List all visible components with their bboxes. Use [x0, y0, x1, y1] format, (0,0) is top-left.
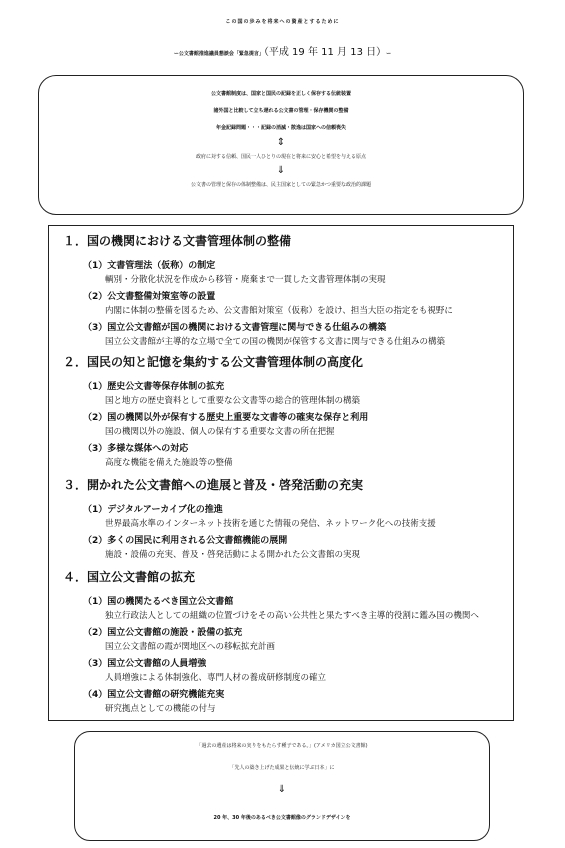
summary-line-5: 公文書の管理と保存の体制整備は、民主国家としての緊急かつ重要な政治的課題	[190, 182, 371, 188]
closing-box	[74, 731, 490, 841]
item-heading: （1）国の機関たるべき国立公文書館	[83, 597, 234, 607]
section-heading: ４．国立公文書館の拡充	[63, 570, 196, 584]
summary-line-4: 政府に対する信頼、国民一人ひとりの現在と将来に安心と希望を与える原点	[195, 154, 366, 160]
proposals-box	[48, 225, 514, 721]
item-heading: （3）多様な媒体への対応	[83, 444, 189, 454]
item-heading: （2）国立公文書館の施設・設備の拡充	[83, 628, 243, 638]
page-subtitle	[0, 42, 565, 65]
summary-line-2: 諸外国と比較して立ち遅れる公文書の管理・保存機関の整備	[213, 108, 349, 114]
item-heading: （2）公文書整備対策室等の設置	[83, 292, 216, 302]
subtitle-main: ー公文書館推進議員懇談会「緊急提言」	[173, 51, 264, 57]
item-description: 施設・設備の充実、普及・啓発活動による開かれた公文書館の実現	[105, 550, 361, 560]
summary-box	[38, 75, 524, 215]
item-heading: （1）文書管理法（仮称）の制定	[83, 261, 216, 271]
item-description: 独立行政法人としての組織の位置づけをその高い公共性と果たすべき主導的役割に鑑み国の機関へ	[105, 611, 479, 621]
item-description: 世界最高水準のインターネット技術を通じた情報の発信、ネットワーク化への技術支援	[105, 519, 436, 529]
page-title: この国の歩みを将来への資産とするために	[225, 19, 340, 25]
item-description: 高度な機能を備えた施設等の整備	[105, 458, 233, 468]
item-description: 輌別・分散化状況を作成から移管・廃棄まで一貫した文書管理体制の実現	[105, 275, 386, 285]
section-heading: ３．開かれた公文書館への進展と普及・啓発活動の充実	[63, 478, 364, 492]
closing-final: 20 年、30 年後のあるべき公文書館像のグランドデザインを	[213, 815, 351, 821]
item-description: 国立公文書館の霞が関地区への移転拡充計画	[105, 642, 276, 652]
item-description: 国立公文書館が主導的な立場で全ての国の機関が保管する文書に関与できる仕組みの構築	[105, 337, 446, 347]
subtitle-end: ー	[386, 51, 392, 57]
item-heading: （1）歴史公文書等保存体制の拡充	[83, 382, 225, 392]
summary-arrow-2: ⇓	[276, 165, 286, 176]
item-heading: （3）国立公文書館の人員増強	[83, 659, 207, 669]
closing-quote-1: 「過去の遺産は将来の実りをもたらす種子である。」(アメリカ国立公文書館)	[196, 743, 368, 749]
summary-arrow-1: ⇕	[276, 137, 286, 148]
item-heading: （2）国の機関以外が保有する歴史上重要な文書等の確実な保存と利用	[83, 413, 369, 423]
section-heading: １．国の機関における文書管理体制の整備	[63, 234, 292, 248]
closing-quote-2: 「先人の築き上げた成果と伝統に学ぶ日本」に	[229, 765, 335, 771]
summary-line-1: 公文書館制度は、国家と国民の記録を正しく保存する伝統装置	[210, 91, 351, 97]
item-heading: （4）国立公文書館の研究機能充実	[83, 690, 225, 700]
item-heading: （3）国立公文書館が国の機関における文書管理に関与できる仕組みの構築	[83, 323, 387, 333]
item-description: 内閣に体制の整備を図るため、公文書館対策室（仮称）を設け、担当大臣の指定をも視野に	[105, 306, 453, 316]
item-description: 国と地方の歴史資料として重要な公文書等の総合的管理体制の構築	[105, 396, 361, 406]
subtitle-date: （平成 19 年 11 月 13 日）	[263, 47, 387, 58]
item-description: 研究拠点としての機能の付与	[105, 704, 216, 714]
item-description: 国の機関以外の施設、個人の保有する重要な文書の所在把握	[105, 427, 335, 437]
item-heading: （1）デジタルアーカイブ化の推進	[83, 505, 223, 515]
item-heading: （2）多くの国民に利用される公文書館機能の展開	[83, 536, 288, 546]
item-description: 人員増強による体制強化、専門人材の養成研修制度の確立	[105, 673, 327, 683]
section-heading: ２．国民の知と記憶を集約する公文書管理体制の高度化	[63, 355, 364, 369]
summary-line-3: 年金記録問題・・・記録の消滅・散逸は国家への信頼喪失	[215, 125, 346, 131]
closing-arrow: ⇓	[277, 784, 287, 795]
